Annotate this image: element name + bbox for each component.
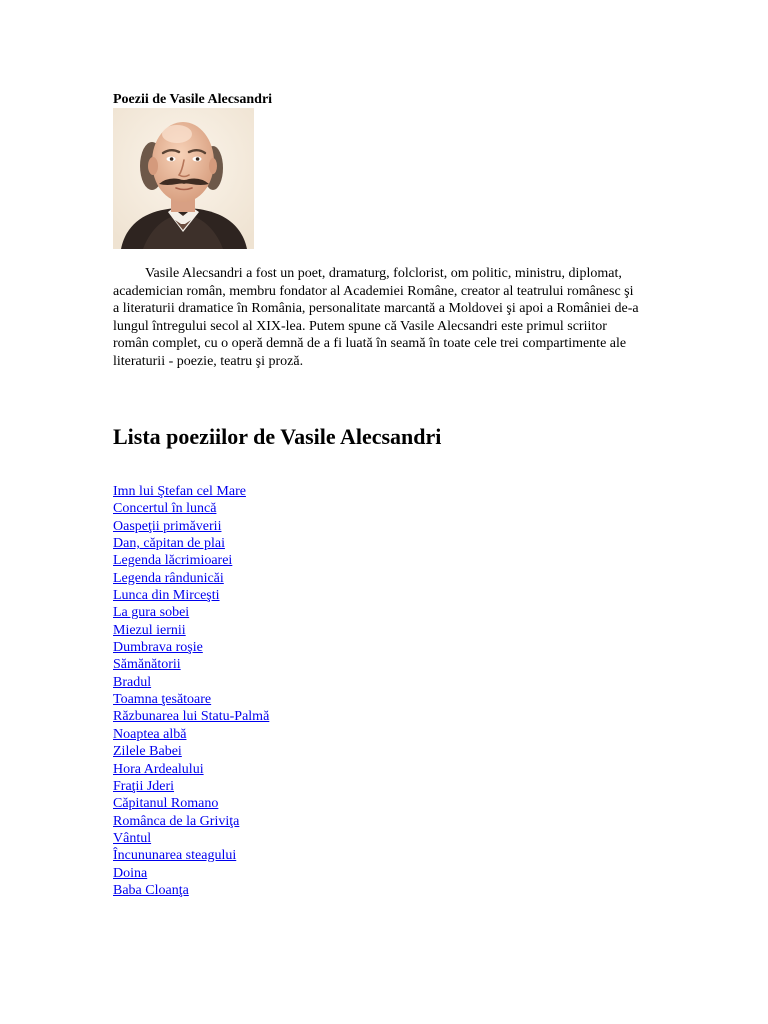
list-item — [113, 656, 269, 673]
list-item — [113, 604, 269, 621]
poem-link[interactable]: Legenda rândunicăi — [113, 570, 224, 586]
biography-paragraph: Vasile Alecsandri a fost un poet, dramaturg, folclorist, om politic, ministru, diplomat, academician român, membru fondator al Academiei Române, creator al teatrului românesc şi a literaturii dramatice în România, personalitate marcantă a Moldovei şi apoi a României de-a lungul întregului secol al XIX-lea. Putem spune că Vasile Alecsandri este primul scriitor român complet, cu o operă demnă de a fi luată în seamă în toate cele trei compartimente ale literaturii - poezie, teatru şi proză. — [113, 266, 639, 369]
list-item — [113, 865, 269, 882]
list-item — [113, 552, 269, 569]
list-item — [113, 778, 269, 795]
list-item — [113, 639, 269, 656]
poem-link[interactable]: Românca de la Griviţa — [113, 813, 240, 829]
list-item — [113, 813, 269, 830]
poem-link[interactable]: Vântul — [113, 830, 152, 846]
poem-link[interactable]: Oaspeţii primăverii — [113, 518, 222, 534]
poem-list — [113, 483, 269, 899]
poem-link[interactable]: Baba Cloanţa — [113, 882, 189, 898]
list-item — [113, 743, 269, 760]
poem-link[interactable]: Căpitanul Romano — [113, 796, 219, 812]
document-title: Poezii de Vasile Alecsandri — [113, 92, 273, 107]
list-item — [113, 830, 269, 847]
poem-link[interactable]: Lunca din Mirceşti — [113, 588, 220, 604]
poem-link[interactable]: Zilele Babei — [113, 744, 182, 760]
poem-link[interactable]: Bradul — [113, 674, 152, 690]
list-item — [113, 483, 269, 500]
list-item — [113, 691, 269, 708]
poem-link[interactable]: Miezul iernii — [113, 622, 186, 638]
poem-link[interactable]: Dan, căpitan de plai — [113, 536, 225, 552]
list-item — [113, 761, 269, 778]
poem-link[interactable]: Toamna ţesătoare — [113, 692, 212, 708]
list-item — [113, 847, 269, 864]
poem-link[interactable]: La gura sobei — [113, 605, 190, 621]
list-item — [113, 674, 269, 691]
list-item — [113, 535, 269, 552]
poem-link[interactable]: Răzbunarea lui Statu-Palmă — [113, 709, 270, 725]
list-item — [113, 570, 269, 587]
list-item — [113, 882, 269, 899]
list-item — [113, 518, 269, 535]
poem-link[interactable]: Legenda lăcrimioarei — [113, 553, 233, 569]
poem-link[interactable]: Sămănătorii — [113, 657, 181, 673]
poem-link[interactable]: Doina — [113, 865, 148, 881]
list-item — [113, 500, 269, 517]
poem-list-heading: Lista poeziilor de Vasile Alecsandri — [113, 424, 442, 449]
list-item — [113, 587, 269, 604]
list-item — [113, 622, 269, 639]
portrait-image — [113, 108, 254, 249]
poem-link[interactable]: Hora Ardealului — [113, 761, 204, 777]
poem-link[interactable]: Noaptea albă — [113, 726, 187, 742]
list-item — [113, 726, 269, 743]
poem-link[interactable]: Fraţii Jderi — [113, 778, 175, 794]
list-item — [113, 795, 269, 812]
list-item — [113, 708, 269, 725]
poem-link[interactable]: Încununarea steagului — [113, 848, 237, 864]
poem-link[interactable]: Dumbrava roşie — [113, 640, 203, 656]
poem-link[interactable]: Concertul în luncă — [113, 501, 217, 517]
poem-link[interactable]: Imn lui Ştefan cel Mare — [113, 484, 246, 499]
